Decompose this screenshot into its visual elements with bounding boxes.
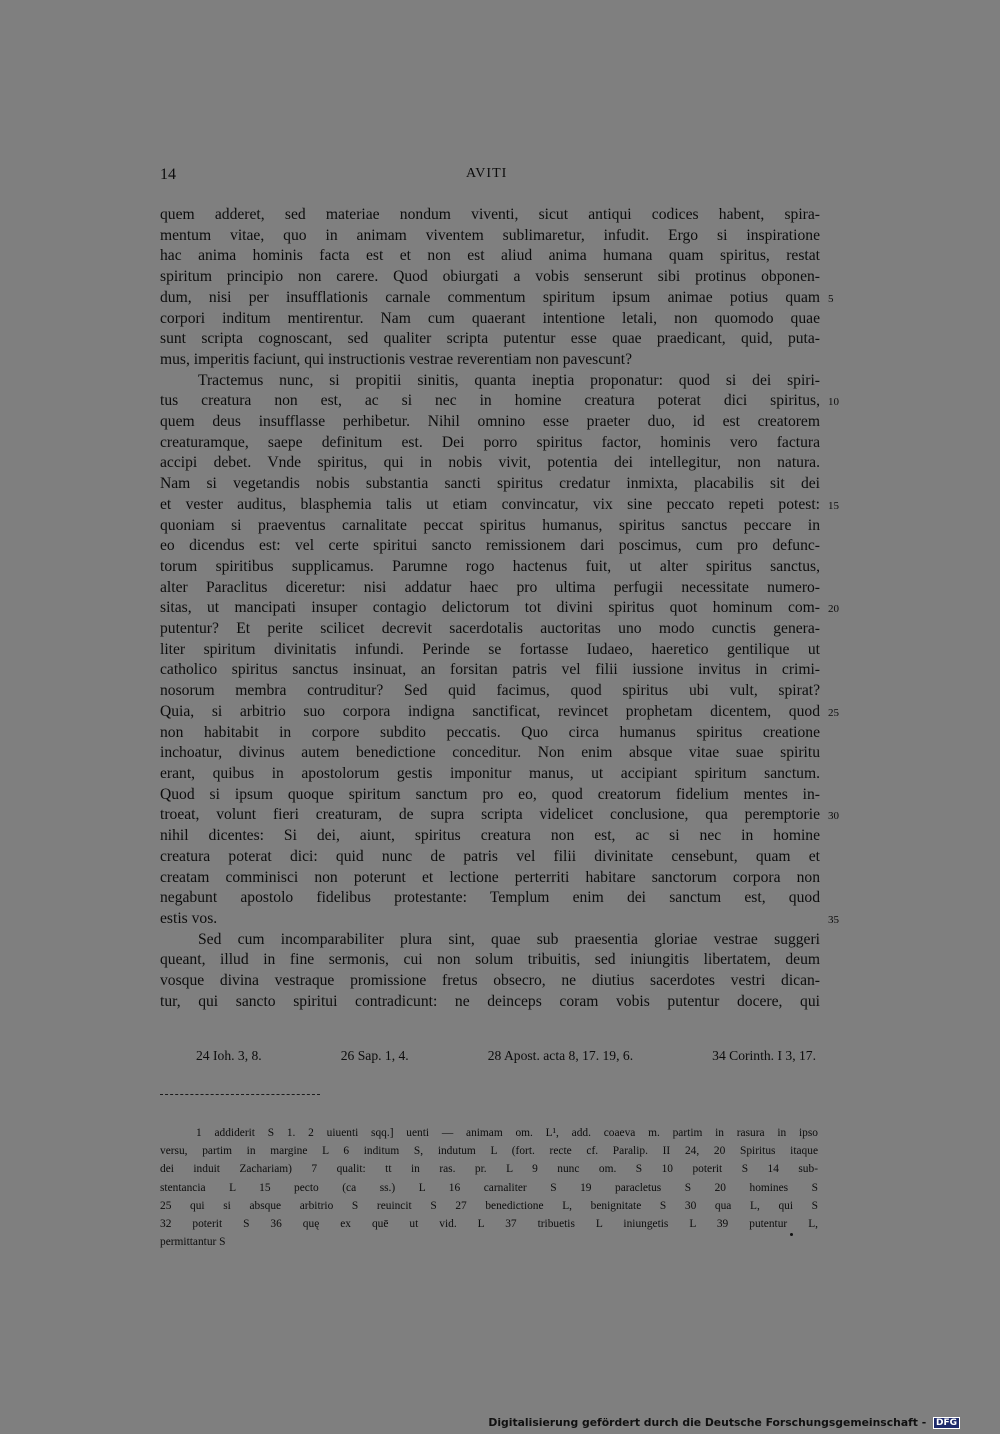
apparatus-end-dot: [790, 1233, 793, 1236]
text-line: [160, 226, 820, 247]
text-line: [160, 909, 839, 930]
text-line-content: catholico spiritus sanctus insinuat, an forsitan patris vel filii iussione invitus in crimi-: [160, 661, 820, 679]
text-line: [160, 288, 834, 309]
text-line: [160, 950, 820, 971]
apparatus-line: 32 poterit S 36 quę ex quē ut vid. L 37 tribuetis L iniungetis L 39 putentur L,: [160, 1218, 818, 1231]
text-line: [160, 888, 820, 909]
text-line: [160, 930, 820, 951]
text-line: [160, 516, 820, 537]
text-line-content: nosorum membra contruditur? Sed quid facimus, quod spiritus ubi vult, spirat?: [160, 682, 820, 700]
apparatus-line: stentancia L 15 pecto (ca ss.) L 16 carnaliter S 19 paracletus S 20 homines S: [160, 1181, 818, 1194]
text-line-content: quem adderet, sed materiae nondum viventi, sicut antiqui codices habent, spira-: [160, 206, 820, 223]
scripture-reference: 28 Apost. acta 8, 17. 19, 6.: [487, 1048, 634, 1063]
text-line-content: spiritum principio non carere. Quod obiurgati a vobis senserunt sibi protinus obponen-: [160, 268, 820, 286]
text-line-content: non habitabit in corpore subdito peccatis. Quo circa humanus spiritus creatione: [160, 723, 820, 741]
text-line: [160, 246, 820, 267]
text-line-content: Quia, si arbitrio suo corpora indigna sanctificat, revincet prophetam dicentem, quod: [160, 702, 820, 720]
text-line-content: liter spiritum divinitatis infundi. Perinde se fortasse Iudaeo, haeretico gentilique ut: [160, 640, 820, 658]
text-line: [160, 453, 820, 474]
apparatus-line: versu, partim in margine L 6 inditum S, indutum L (fort. recte cf. Paralip. II 24, 20 Spiritus itaque: [160, 1145, 818, 1158]
text-line-content: troeat, volunt fieri creaturam, de supra scripta videlicet conclusione, qua peremptorie: [160, 806, 820, 824]
footer-credit: [488, 1416, 960, 1429]
scripture-references: [196, 1048, 816, 1064]
text-line: [160, 578, 820, 599]
scripture-reference: 26 Sap. 1, 4.: [340, 1048, 409, 1063]
line-number: 5: [828, 292, 834, 305]
line-number: 20: [828, 603, 839, 616]
text-line: [160, 267, 820, 288]
text-line-content: et vester auditus, blasphemia talis ut etiam convincatur, vix sine peccato repeti potest:: [160, 495, 820, 513]
text-line-content: estis vos.: [160, 909, 218, 927]
text-line-content: dum, nisi per insufflationis carnale commentum spiritum ipsum animae potius quam: [160, 288, 820, 306]
text-line: [160, 329, 820, 350]
text-line-content: Nam si vegetandis nobis substantia sancti spiritus credatur inmixta, placabilis sit dei: [160, 475, 820, 493]
text-line-content: creatura poterat dici: quid nunc de patris vel filii divinitate censebunt, quam et: [160, 847, 820, 865]
text-line-content: negabunt apostolo fidelibus protestante: Templum enim dei sanctum est, quod: [160, 889, 820, 907]
text-line: [160, 868, 820, 889]
text-line-content: vosque divina vestraque promissione fretus obsecro, ne diutius sacerdotes vestri dican-: [160, 972, 820, 990]
text-line-content: mentum vitae, quo in animam viventem sublimaretur, infudit. Ergo si inspiratione: [160, 226, 820, 244]
line-number: 30: [828, 810, 839, 823]
text-line-content: Tractemus nunc, si propitii sinitis, quanta ineptia proponatur: quod si dei spiri-: [198, 371, 820, 389]
text-line-content: quem deus insufflasse perhibetur. Nihil omnino esse praeter duo, id est creatorem: [160, 413, 820, 431]
text-line: [160, 702, 839, 723]
text-line: [160, 971, 820, 992]
text-line-content: creatam comminisci non poterunt et lectione perterriti habitare sanctorum corpora non: [160, 868, 820, 886]
running-title: AVITI: [466, 166, 508, 181]
text-line-content: sitas, ut mancipati insuper contagio delictorum tot divini spiritus quot hominum com-: [160, 599, 820, 617]
text-line: [160, 474, 820, 495]
main-text-block: [160, 205, 839, 1012]
line-number: 35: [828, 913, 839, 926]
text-line: [160, 619, 820, 640]
text-line-content: torum spiritibus supplicamus. Parumne rogo hactenus fuit, ut alter spiritus sanctus,: [160, 557, 820, 575]
scripture-reference: 24 Ioh. 3, 8.: [196, 1048, 262, 1063]
text-line-content: corpori inditum mentirentur. Nam cum quaerant intentione letali, non quomodo quae: [160, 309, 820, 327]
text-line-content: tus creatura non est, ac si nec in homine creatura poterat dici spiritus,: [160, 392, 820, 410]
text-line: [160, 495, 839, 516]
text-line-content: mus, imperitis faciunt, qui instructionis vestrae reverentiam non pavescunt?: [160, 350, 633, 368]
text-line-content: nihil dicentes: Si dei, aiunt, spiritus creatura non est, ac si nec in homine: [160, 827, 820, 845]
scripture-reference: 34 Corinth. I 3, 17.: [712, 1048, 816, 1063]
text-line-content: tur, qui sancto spiritui contradicunt: ne deinceps coram vobis putentur docere, qui: [160, 992, 820, 1010]
text-line: [160, 391, 839, 412]
apparatus-divider: [160, 1094, 320, 1095]
apparatus-line: 1 addiderit S 1. 2 uiuenti sqq.] uenti — animam om. L¹, add. coaeva m. partim in rasura in ipso: [196, 1127, 818, 1139]
text-line: [160, 681, 820, 702]
text-line: [160, 660, 820, 681]
text-line-content: hac anima hominis facta est et non est aliud anima humana quam spiritus, restat: [160, 247, 820, 265]
footer-credit-text: Digitalisierung gefördert durch die Deutsche Forschungsgemeinschaft -: [488, 1416, 927, 1429]
text-line-content: creaturamque, saepe definitum est. Dei porro spiritus factor, hominis vero factura: [160, 433, 820, 451]
critical-apparatus: [160, 1124, 818, 1251]
text-line-content: inchoatur, divinus autem benedictione conceditur. Non enim absque vitae suae spiritu: [160, 744, 820, 762]
text-line: [160, 536, 820, 557]
text-line-content: accipi debet. Vnde spiritus, qui in nobis vivit, potentia dei intellegitur, non natura.: [160, 454, 820, 472]
text-line: [160, 992, 820, 1013]
line-number: 10: [828, 396, 839, 409]
text-line: [160, 350, 820, 371]
text-line: [160, 205, 820, 226]
text-line: [160, 640, 820, 661]
text-line: [160, 764, 820, 785]
text-line: [160, 847, 820, 868]
page-number: 14: [160, 166, 176, 183]
text-line: [160, 598, 839, 619]
text-line: [160, 309, 820, 330]
apparatus-line: permittantur S: [160, 1236, 226, 1249]
text-line: [160, 785, 820, 806]
text-line: [160, 723, 820, 744]
apparatus-line: dei induit Zachariam) 7 qualit: tt in ras. pr. L 9 nunc om. S 10 poterit S 14 sub-: [160, 1163, 818, 1176]
line-number: 15: [828, 499, 839, 512]
text-line-content: Quod si ipsum quoque spiritum sanctum pro eo, quod creatorum fidelium mentes in-: [160, 785, 820, 803]
text-line-content: putentur? Et perite scilicet decrevit sacerdotalis auctoritas uno modo cunctis genera-: [160, 620, 820, 638]
text-line: [160, 557, 820, 578]
text-line: [160, 826, 820, 847]
apparatus-line: 25 qui si absque arbitrio S reuincit S 27 benedictione L, benignitate S 30 qua L, qui S: [160, 1199, 818, 1212]
text-line-content: sunt scripta cognoscant, sed qualiter scripta putentur esse quae praedicant, quid, puta-: [160, 330, 820, 348]
text-line-content: alter Paraclitus diceretur: nisi addatur haec pro ultima perfugii necessitate numero-: [160, 578, 820, 596]
text-line: [160, 433, 820, 454]
text-line-content: erant, quibus in apostolorum gestis imponitur manus, ut accipiant spiritum sanctum.: [160, 764, 820, 782]
text-line-content: queant, illud in fine sermonis, cui non solum tribuitis, sed iniungitis libertatem, deum: [160, 951, 820, 969]
text-line: [160, 412, 820, 433]
text-line: [160, 805, 839, 826]
dfg-logo: DFG: [933, 1417, 960, 1429]
text-line-content: Sed cum incomparabiliter plura sint, quae sub praesentia gloriae vestrae suggeri: [198, 930, 820, 948]
line-number: 25: [828, 706, 839, 719]
text-line: [160, 371, 820, 392]
text-line: [160, 743, 820, 764]
text-line-content: quoniam si praeventus carnalitate peccat spiritus humanus, spiritus sanctus peccare in: [160, 516, 820, 534]
text-line-content: eo dicendus est: vel certe spiritui sancto remissionem dari poscimus, cum pro defunc-: [160, 537, 820, 555]
